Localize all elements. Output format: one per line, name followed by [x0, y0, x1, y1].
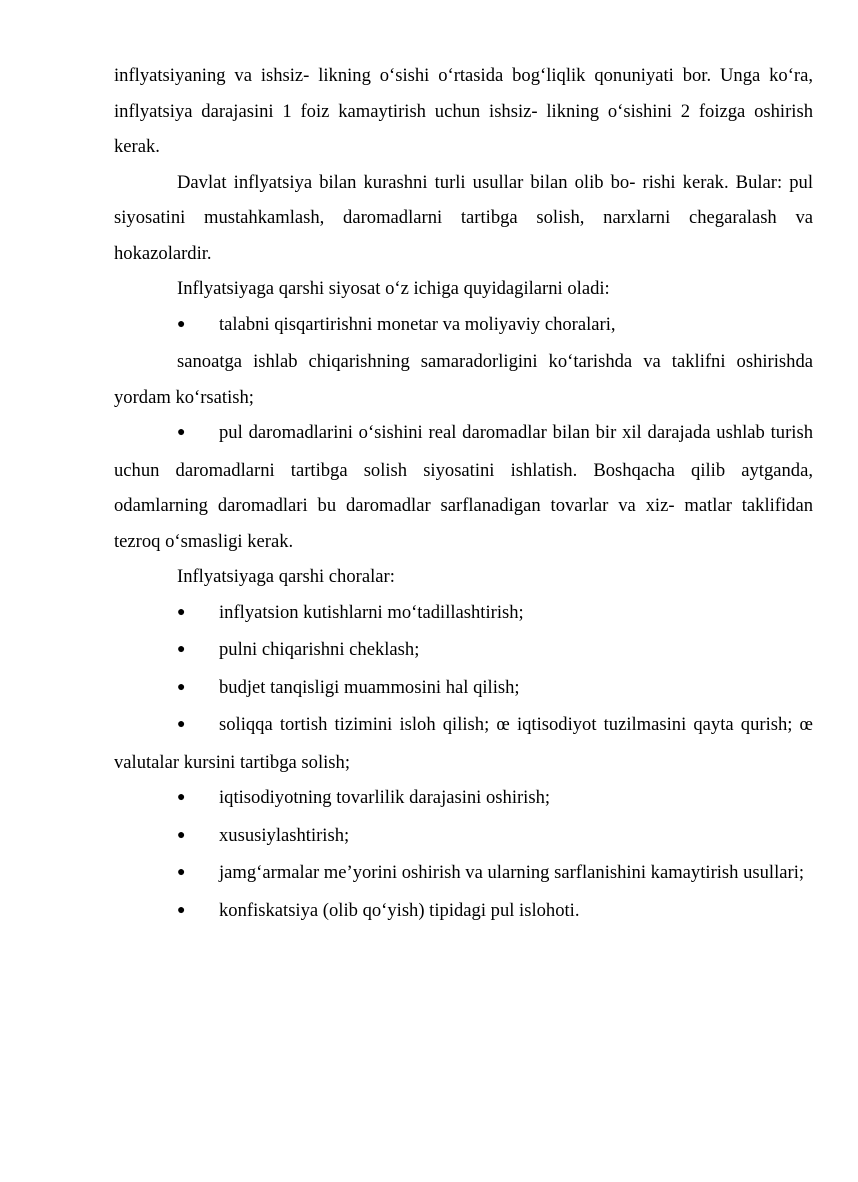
paragraph: Inflyatsiyaga qarshi siyosat o‘z ichiga quyidagilarni oladi:	[177, 278, 610, 299]
bullet-item	[114, 893, 813, 931]
bullet-text: budjet tanqisligi muammosini hal qilish;	[219, 676, 520, 698]
bullet-item	[114, 632, 813, 670]
bullet-text: pul daromadlarini o‘sishini real daromadlar bilan bir xil darajada ushlab turish uchun daromadlarni tartibga solish siyosatini ishlatish. Boshqacha qilib aytganda, odamlarning daromadlari bu daromadlar sarflanadigan tovarlar va xiz- matlar taklifidan tezroq o‘smasligi kerak.	[114, 422, 813, 552]
bullet-item	[114, 307, 813, 345]
bullet-text: iqtisodiyotning tovarlilik darajasini oshirish;	[219, 787, 551, 808]
paragraph: Inflyatsiyaga qarshi choralar:	[177, 566, 395, 587]
bullet-text: pulni chiqarishni cheklash;	[219, 639, 420, 660]
paragraph: Davlat inflyatsiya bilan kurashni turli usullar bilan olib bo- rishi kerak. Bular: pul siyosatini mustahkamlash, daromadlarni tartibga solish, narxlarni chegaralash va hokazolardir.	[114, 171, 813, 264]
paragraph: inflyatsiyaning va ishsiz- likning o‘sishi o‘rtasida bog‘liqlik qonuniyati bor. Unga ko‘ra, inflyatsiya darajasini 1 foiz kamaytirish uchun ishsiz- likning o‘sishini 2 foizga oshirish kerak.	[114, 65, 813, 157]
paragraph: sanoatga ishlab chiqarishning samaradorligini ko‘tarishda va taklifni oshirishda yordam ko‘rsatish;	[114, 351, 813, 408]
bullet-icon	[177, 670, 219, 708]
bullet-icon	[177, 707, 219, 745]
bullet-icon	[177, 415, 219, 453]
bullet-icon	[177, 632, 219, 670]
bullet-item	[114, 855, 813, 893]
bullet-text: jamg‘armalar me’yorini oshirish va ularning sarflanishini kamaytirish usullari;	[219, 862, 805, 883]
bullet-text: inflyatsion kutishlarni mo‘tadillashtirish;	[219, 601, 524, 623]
bullet-icon	[177, 893, 219, 931]
bullet-icon	[177, 780, 219, 818]
bullet-icon	[177, 855, 219, 893]
bullet-text: talabni qisqartirishni monetar va moliyaviy choralari,	[219, 313, 616, 335]
bullet-item	[114, 595, 813, 633]
bullet-item	[114, 415, 813, 559]
bullet-item	[114, 707, 813, 780]
bullet-text: konfiskatsiya (olib qo‘yish) tipidagi pul islohoti.	[219, 899, 580, 921]
bullet-text: soliqqa tortish tizimini isloh qilish; œ iqtisodiyot tuzilmasini qayta qurish; œ valutalar kursini tartibga solish;	[114, 714, 813, 773]
bullet-icon	[177, 595, 219, 633]
bullet-text: xususiylashtirish;	[219, 824, 350, 846]
document-body	[114, 58, 813, 930]
bullet-item	[114, 818, 813, 856]
bullet-icon	[177, 818, 219, 856]
bullet-icon	[177, 307, 219, 345]
bullet-item	[114, 780, 813, 818]
bullet-item	[114, 670, 813, 708]
